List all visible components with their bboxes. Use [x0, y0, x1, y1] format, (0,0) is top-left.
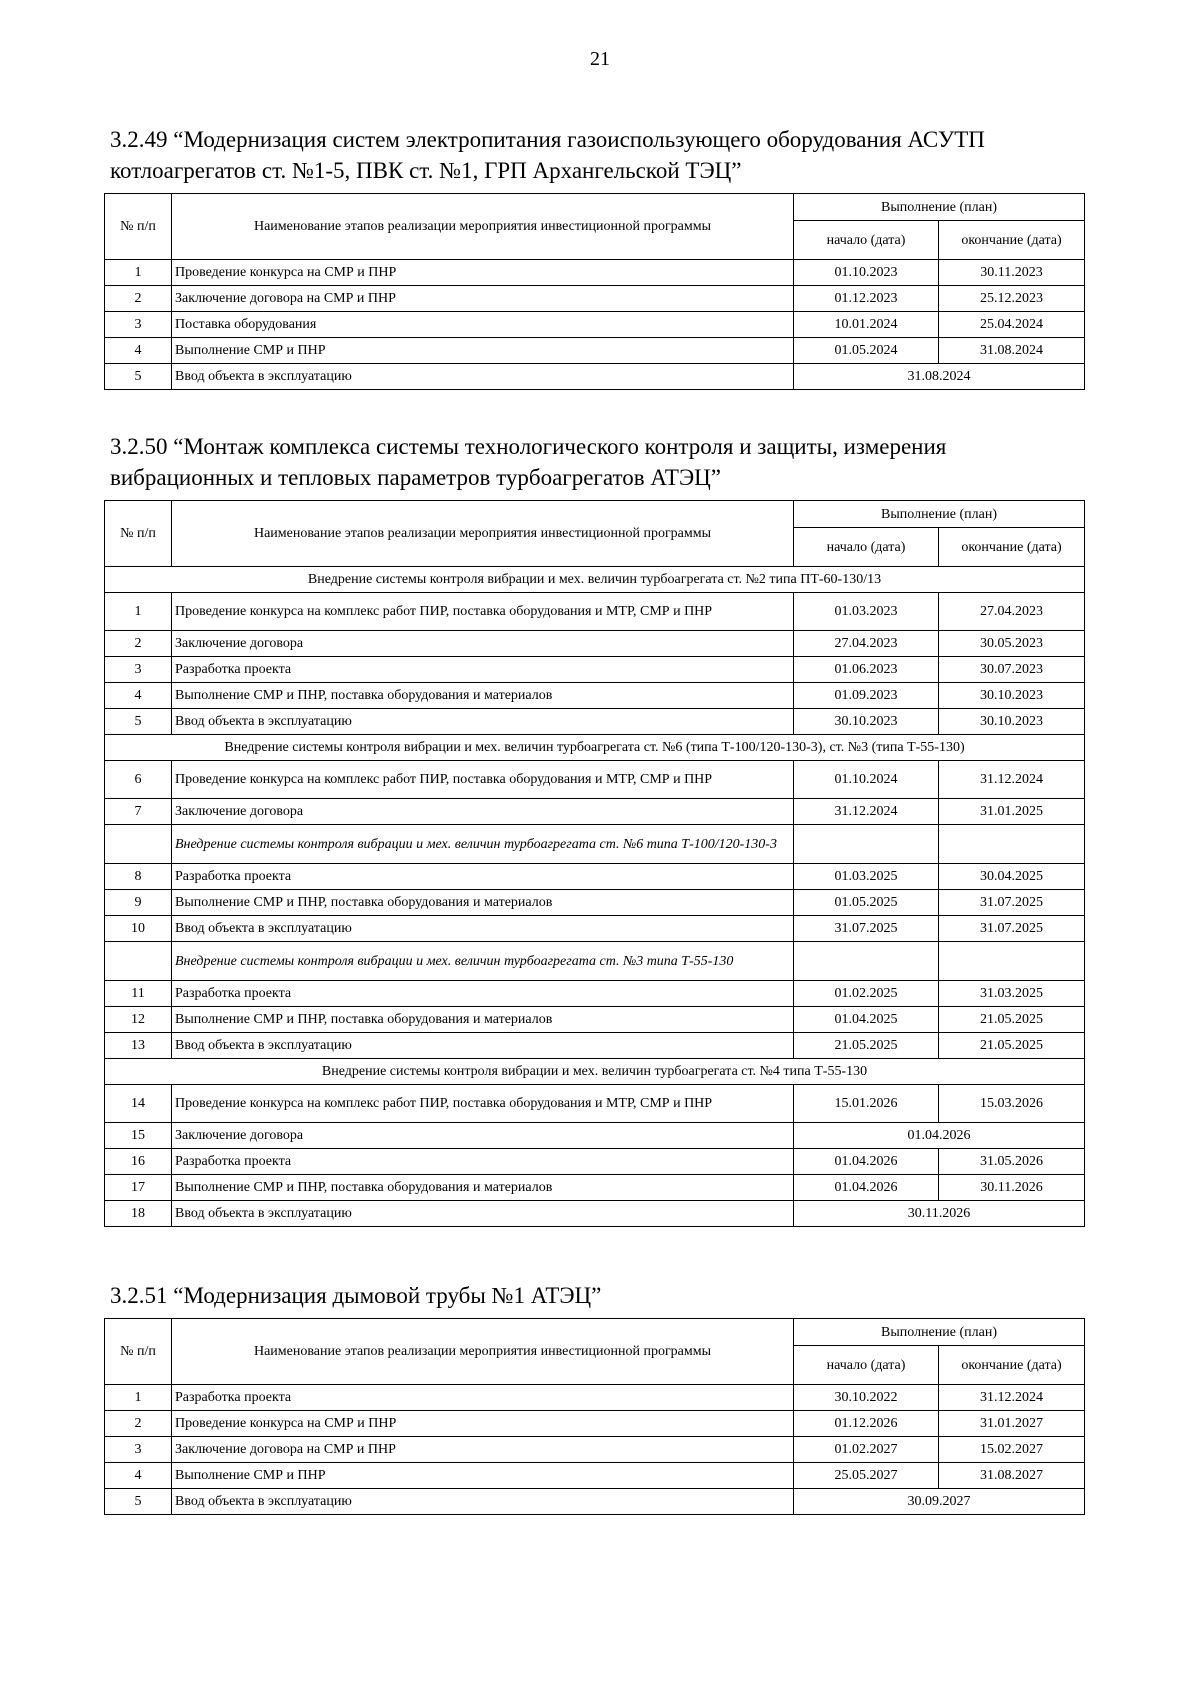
start-date: 15.01.2026	[794, 1085, 939, 1123]
subgroup-title: Внедрение системы контроля вибрации и мех. величин турбоагрегата ст. №3 типа Т-55-130	[172, 942, 794, 981]
end-date: 31.05.2026	[939, 1149, 1085, 1175]
end-date: 15.03.2026	[939, 1085, 1085, 1123]
start-date: 01.09.2023	[794, 683, 939, 709]
group-row	[105, 735, 1085, 761]
table-row	[105, 799, 1085, 825]
stage-name: Заключение договора	[172, 631, 794, 657]
group-title: Внедрение системы контроля вибрации и мех. величин турбоагрегата ст. №4 типа Т-55-130	[105, 1059, 1085, 1085]
stage-name: Ввод объекта в эксплуатацию	[172, 1033, 794, 1059]
end-date: 27.04.2023	[939, 593, 1085, 631]
header-end: окончание (дата)	[939, 528, 1085, 567]
row-number: 6	[105, 761, 172, 799]
row-number: 13	[105, 1033, 172, 1059]
header-execution: Выполнение (план)	[794, 194, 1085, 221]
section-title: 3.2.51 “Модернизация дымовой трубы №1 АТЭЦ”	[110, 1283, 602, 1308]
table-row	[105, 1007, 1085, 1033]
table-header-row	[105, 1319, 1085, 1346]
header-num: № п/п	[105, 501, 172, 567]
header-end: окончание (дата)	[939, 221, 1085, 260]
stage-name: Заключение договора	[172, 799, 794, 825]
header-name: Наименование этапов реализации мероприятия инвестиционной программы	[172, 194, 794, 260]
date-cell: 30.11.2026	[794, 1201, 1085, 1227]
row-number: 3	[105, 312, 172, 338]
end-date: 31.03.2025	[939, 981, 1085, 1007]
end-date: 31.07.2025	[939, 916, 1085, 942]
table-header-row	[105, 194, 1085, 221]
end-date: 30.07.2023	[939, 657, 1085, 683]
stage-name: Разработка проекта	[172, 657, 794, 683]
table-row	[105, 1489, 1085, 1515]
table-row	[105, 981, 1085, 1007]
empty-cell	[794, 942, 939, 981]
schedule-table	[104, 500, 1085, 1227]
row-number: 14	[105, 1085, 172, 1123]
table-row	[105, 260, 1085, 286]
end-date: 31.01.2027	[939, 1411, 1085, 1437]
row-number: 3	[105, 1437, 172, 1463]
end-date: 31.01.2025	[939, 799, 1085, 825]
stage-name: Разработка проекта	[172, 981, 794, 1007]
row-number: 4	[105, 338, 172, 364]
end-date: 25.12.2023	[939, 286, 1085, 312]
section-title: 3.2.50 “Монтаж комплекса системы технологического контроля и защиты, измерения вибрационных и тепловых параметров турбоагрегатов АТЭЦ”	[110, 434, 947, 490]
start-date: 01.04.2026	[794, 1175, 939, 1201]
row-number: 15	[105, 1123, 172, 1149]
start-date: 21.05.2025	[794, 1033, 939, 1059]
end-date: 31.12.2024	[939, 1385, 1085, 1411]
start-date: 01.05.2025	[794, 890, 939, 916]
end-date: 21.05.2025	[939, 1033, 1085, 1059]
start-date: 31.07.2025	[794, 916, 939, 942]
header-end: окончание (дата)	[939, 1346, 1085, 1385]
table-row	[105, 1033, 1085, 1059]
end-date: 31.12.2024	[939, 761, 1085, 799]
end-date: 15.02.2027	[939, 1437, 1085, 1463]
empty-cell	[105, 825, 172, 864]
start-date: 01.04.2026	[794, 1149, 939, 1175]
row-number: 2	[105, 1411, 172, 1437]
start-date: 30.10.2022	[794, 1385, 939, 1411]
table-row	[105, 890, 1085, 916]
group-row	[105, 1059, 1085, 1085]
end-date: 21.05.2025	[939, 1007, 1085, 1033]
stage-name: Ввод объекта в эксплуатацию	[172, 1489, 794, 1515]
subgroup-title: Внедрение системы контроля вибрации и мех. величин турбоагрегата ст. №6 типа Т-100/120-130-3	[172, 825, 794, 864]
row-number: 4	[105, 1463, 172, 1489]
end-date: 31.08.2027	[939, 1463, 1085, 1489]
subgroup-row	[105, 942, 1085, 981]
end-date: 30.10.2023	[939, 683, 1085, 709]
start-date: 01.04.2025	[794, 1007, 939, 1033]
header-num: № п/п	[105, 1319, 172, 1385]
header-name: Наименование этапов реализации мероприятия инвестиционной программы	[172, 501, 794, 567]
table-row	[105, 631, 1085, 657]
table-row	[105, 657, 1085, 683]
section-3-2-51	[104, 1280, 1084, 1515]
stage-name: Выполнение СМР и ПНР, поставка оборудования и материалов	[172, 890, 794, 916]
stage-name: Заключение договора на СМР и ПНР	[172, 286, 794, 312]
table-row	[105, 364, 1085, 390]
table-row	[105, 1175, 1085, 1201]
group-title: Внедрение системы контроля вибрации и мех. величин турбоагрегата ст. №2 типа ПТ-60-130/13	[105, 567, 1085, 593]
stage-name: Выполнение СМР и ПНР, поставка оборудования и материалов	[172, 1007, 794, 1033]
header-num: № п/п	[105, 194, 172, 260]
stage-name: Ввод объекта в эксплуатацию	[172, 916, 794, 942]
table-row	[105, 593, 1085, 631]
row-number: 2	[105, 631, 172, 657]
stage-name: Проведение конкурса на комплекс работ ПИР, поставка оборудования и МТР, СМР и ПНР	[172, 761, 794, 799]
header-start: начало (дата)	[794, 528, 939, 567]
stage-name: Заключение договора на СМР и ПНР	[172, 1437, 794, 1463]
table-row	[105, 286, 1085, 312]
row-number: 8	[105, 864, 172, 890]
empty-cell	[105, 942, 172, 981]
start-date: 25.05.2027	[794, 1463, 939, 1489]
group-row	[105, 567, 1085, 593]
start-date: 01.02.2025	[794, 981, 939, 1007]
stage-name: Выполнение СМР и ПНР, поставка оборудования и материалов	[172, 683, 794, 709]
date-cell: 30.09.2027	[794, 1489, 1085, 1515]
end-date: 30.11.2026	[939, 1175, 1085, 1201]
stage-name: Выполнение СМР и ПНР, поставка оборудования и материалов	[172, 1175, 794, 1201]
stage-name: Поставка оборудования	[172, 312, 794, 338]
table-row	[105, 1085, 1085, 1123]
start-date: 01.12.2023	[794, 286, 939, 312]
row-number: 1	[105, 1385, 172, 1411]
start-date: 01.10.2023	[794, 260, 939, 286]
end-date: 30.05.2023	[939, 631, 1085, 657]
end-date: 30.10.2023	[939, 709, 1085, 735]
table-row	[105, 338, 1085, 364]
table-row	[105, 1149, 1085, 1175]
empty-cell	[939, 825, 1085, 864]
section-3-2-50	[104, 431, 1084, 1227]
table-row	[105, 683, 1085, 709]
stage-name: Проведение конкурса на комплекс работ ПИР, поставка оборудования и МТР, СМР и ПНР	[172, 1085, 794, 1123]
header-execution: Выполнение (план)	[794, 1319, 1085, 1346]
stage-name: Ввод объекта в эксплуатацию	[172, 1201, 794, 1227]
row-number: 2	[105, 286, 172, 312]
end-date: 30.11.2023	[939, 260, 1085, 286]
row-number: 11	[105, 981, 172, 1007]
stage-name: Разработка проекта	[172, 1149, 794, 1175]
stage-name: Ввод объекта в эксплуатацию	[172, 364, 794, 390]
table-row	[105, 1123, 1085, 1149]
table-header-row	[105, 501, 1085, 528]
section-title: 3.2.49 “Модернизация систем электропитания газоиспользующего оборудования АСУТП котлоагрегатов ст. №1-5, ПВК ст. №1, ГРП Архангельской ТЭЦ”	[110, 127, 985, 183]
table-row	[105, 1411, 1085, 1437]
schedule-table	[104, 1318, 1085, 1515]
table-row	[105, 312, 1085, 338]
row-number: 1	[105, 593, 172, 631]
stage-name: Проведение конкурса на СМР и ПНР	[172, 1411, 794, 1437]
row-number: 7	[105, 799, 172, 825]
row-number: 10	[105, 916, 172, 942]
empty-cell	[794, 825, 939, 864]
end-date: 25.04.2024	[939, 312, 1085, 338]
start-date: 01.10.2024	[794, 761, 939, 799]
page-number: 21	[590, 48, 610, 70]
row-number: 17	[105, 1175, 172, 1201]
row-number: 4	[105, 683, 172, 709]
subgroup-row	[105, 825, 1085, 864]
start-date: 27.04.2023	[794, 631, 939, 657]
start-date: 31.12.2024	[794, 799, 939, 825]
row-number: 18	[105, 1201, 172, 1227]
date-cell: 31.08.2024	[794, 364, 1085, 390]
start-date: 30.10.2023	[794, 709, 939, 735]
end-date: 31.07.2025	[939, 890, 1085, 916]
stage-name: Заключение договора	[172, 1123, 794, 1149]
row-number: 5	[105, 1489, 172, 1515]
empty-cell	[939, 942, 1085, 981]
start-date: 01.12.2026	[794, 1411, 939, 1437]
start-date: 01.06.2023	[794, 657, 939, 683]
table-row	[105, 1201, 1085, 1227]
stage-name: Разработка проекта	[172, 1385, 794, 1411]
table-row	[105, 916, 1085, 942]
stage-name: Выполнение СМР и ПНР	[172, 338, 794, 364]
start-date: 01.05.2024	[794, 338, 939, 364]
stage-name: Ввод объекта в эксплуатацию	[172, 709, 794, 735]
table-row	[105, 1463, 1085, 1489]
table-row	[105, 864, 1085, 890]
row-number: 3	[105, 657, 172, 683]
section-3-2-49	[104, 124, 1084, 390]
header-start: начало (дата)	[794, 1346, 939, 1385]
start-date: 01.02.2027	[794, 1437, 939, 1463]
schedule-table	[104, 193, 1085, 390]
row-number: 1	[105, 260, 172, 286]
row-number: 16	[105, 1149, 172, 1175]
stage-name: Разработка проекта	[172, 864, 794, 890]
row-number: 5	[105, 709, 172, 735]
table-row	[105, 761, 1085, 799]
stage-name: Проведение конкурса на СМР и ПНР	[172, 260, 794, 286]
start-date: 01.03.2023	[794, 593, 939, 631]
end-date: 31.08.2024	[939, 338, 1085, 364]
start-date: 01.03.2025	[794, 864, 939, 890]
group-title: Внедрение системы контроля вибрации и мех. величин турбоагрегата ст. №6 (типа Т-100/120-130-3), ст. №3 (типа Т-55-130)	[105, 735, 1085, 761]
stage-name: Проведение конкурса на комплекс работ ПИР, поставка оборудования и МТР, СМР и ПНР	[172, 593, 794, 631]
row-number: 5	[105, 364, 172, 390]
table-row	[105, 1385, 1085, 1411]
stage-name: Выполнение СМР и ПНР	[172, 1463, 794, 1489]
header-start: начало (дата)	[794, 221, 939, 260]
row-number: 12	[105, 1007, 172, 1033]
table-row	[105, 1437, 1085, 1463]
header-execution: Выполнение (план)	[794, 501, 1085, 528]
table-row	[105, 709, 1085, 735]
end-date: 30.04.2025	[939, 864, 1085, 890]
start-date: 10.01.2024	[794, 312, 939, 338]
row-number: 9	[105, 890, 172, 916]
header-name: Наименование этапов реализации мероприятия инвестиционной программы	[172, 1319, 794, 1385]
date-cell: 01.04.2026	[794, 1123, 1085, 1149]
